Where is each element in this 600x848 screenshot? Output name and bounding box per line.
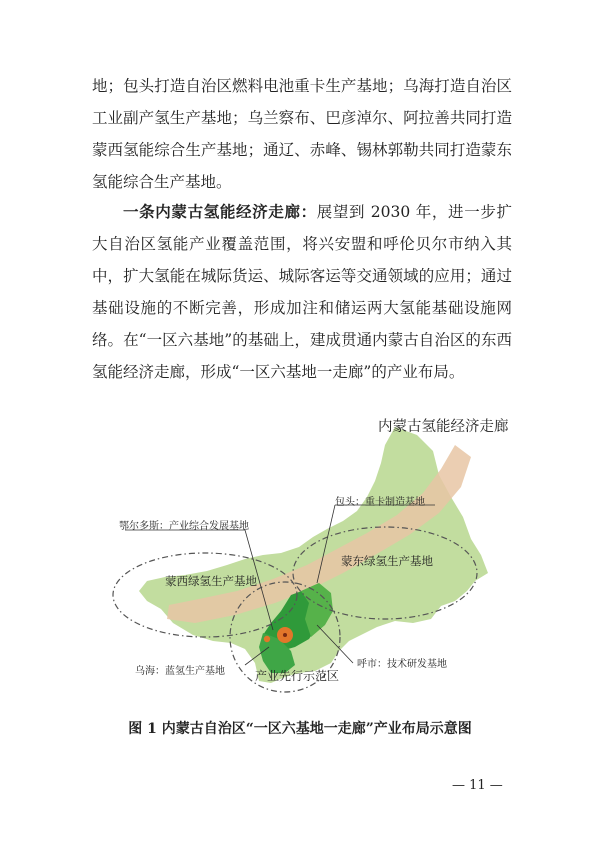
hohhot-marker-center bbox=[283, 633, 287, 637]
body-paragraph-1: 地；包头打造自治区燃料电池重卡生产基地；乌海打造自治区工业副产氢生产基地；乌兰察布、巴彦淖尔、阿拉善共同打造蒙西氢能综合生产基地；通辽、赤峰、锡林郭勒共同打造蒙东氢能综合生产基地。 bbox=[92, 77, 512, 191]
label-wuhai: 乌海：蓝氢生产基地 bbox=[135, 666, 225, 677]
page-number: — 11 — bbox=[452, 778, 503, 793]
map-graphic bbox=[95, 405, 515, 705]
inner-mongolia-region bbox=[139, 427, 488, 683]
paragraph-2-text: 展望到 2030 年，进一步扩大自治区氢能产业覆盖范围，将兴安盟和呼伦贝尔市纳入其中，扩大氢能在城际货运、城际客运等交通领域的应用；通过基础设施的不断完善，形成加注和储运两大氢能基础设施网络。在“一区六基地”的基础上，建成贯通内蒙古自治区的东西氢能经济走廊，形成“一区六基地一走廊”的产业布局。 bbox=[92, 203, 512, 381]
label-hohhot: 呼市：技术研发基地 bbox=[357, 659, 447, 670]
figure-caption: 图 1 内蒙古自治区“一区六基地一走廊”产业布局示意图 bbox=[128, 721, 472, 737]
paragraph-2-heading: 一条内蒙古氢能经济走廊： bbox=[123, 202, 317, 221]
label-baotou: 包头：重卡制造基地 bbox=[335, 497, 425, 508]
label-pilot-zone: 产业先行示范区 bbox=[255, 669, 340, 683]
hydrogen-corridor-map bbox=[95, 405, 515, 705]
label-ordos: 鄂尔多斯：产业综合发展基地 bbox=[119, 521, 249, 532]
body-paragraph-2 bbox=[92, 196, 512, 388]
label-mengdong: 蒙东绿氢生产基地 bbox=[341, 554, 433, 568]
baotou-marker bbox=[264, 636, 270, 642]
label-mengxi: 蒙西绿氢生产基地 bbox=[165, 574, 257, 588]
map-title: 内蒙古氢能经济走廊 bbox=[378, 419, 509, 435]
